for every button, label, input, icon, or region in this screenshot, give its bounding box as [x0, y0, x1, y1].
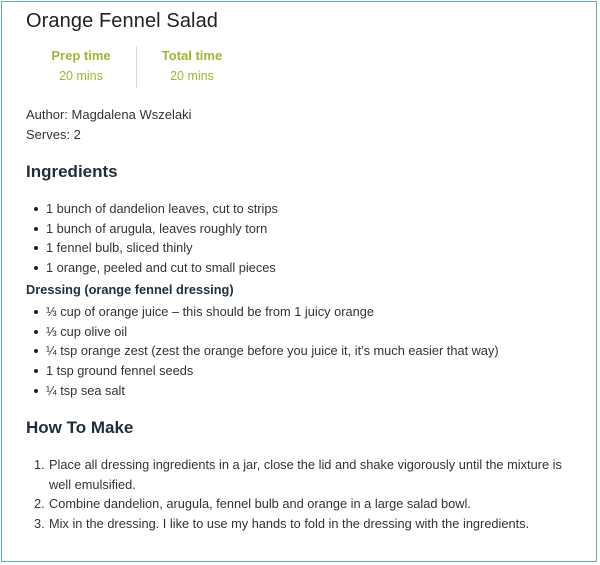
method-step: [26, 514, 566, 534]
ingredient-item: [27, 238, 278, 258]
recipe-title: Orange Fennel Salad: [26, 10, 219, 32]
step-text: Place all dressing ingredients in a jar, close the lid and shake vigorously until the mixture is well emulsified.: [49, 457, 562, 492]
bullet-icon: [34, 389, 38, 393]
ingredient-text: 1 fennel bulb, sliced thinly: [46, 240, 193, 256]
dressing-item: [27, 322, 499, 342]
bullet-icon: [34, 349, 38, 353]
ingredient-item: [27, 199, 278, 219]
ingredient-item: [27, 219, 278, 239]
bullet-icon: [34, 369, 38, 373]
dressing-heading: Dressing (orange fennel dressing): [26, 282, 234, 297]
prep-time-block: [26, 46, 136, 90]
dressing-item: [27, 361, 499, 381]
method-step: [26, 494, 566, 514]
recipe-serves: Serves: 2: [26, 127, 81, 142]
dressing-text: ¼ tsp sea salt: [46, 382, 125, 398]
total-time-block: [137, 46, 247, 90]
ingredient-text: 1 orange, peeled and cut to small pieces: [46, 260, 276, 276]
total-time-value: 20 mins: [170, 69, 214, 83]
step-text: Mix in the dressing. I like to use my hands to fold in the dressing with the ingredients.: [49, 516, 530, 532]
dressing-item: [27, 302, 499, 322]
method-heading: How To Make: [26, 418, 134, 437]
step-text: Combine dandelion, arugula, fennel bulb and orange in a large salad bowl.: [49, 496, 471, 512]
ingredients-list: [27, 199, 278, 278]
dressing-item: [27, 381, 499, 401]
prep-time-label: Prep time: [51, 48, 111, 63]
ingredient-item: [27, 258, 278, 278]
recipe-author: Author: Magdalena Wszelaki: [26, 107, 192, 122]
ingredient-text: 1 bunch of arugula, leaves roughly torn: [46, 220, 268, 236]
bullet-icon: [34, 310, 38, 314]
method-steps: [26, 455, 566, 534]
time-summary: [26, 46, 247, 90]
step-number: 3.: [34, 516, 45, 532]
step-number: 1.: [34, 457, 45, 472]
bullet-icon: [34, 227, 38, 231]
method-step: [26, 455, 566, 494]
total-time-label: Total time: [161, 48, 223, 63]
dressing-text: ⅓ cup of orange juice – this should be from 1 juicy orange: [46, 304, 374, 319]
dressing-text: ¼ tsp orange zest (zest the orange before you juice it, it's much easier that way): [46, 343, 499, 359]
prep-time-value: 20 mins: [59, 69, 103, 83]
dressing-list: [27, 302, 499, 401]
bullet-icon: [34, 207, 38, 211]
bullet-icon: [34, 330, 38, 334]
recipe-card: [1, 1, 597, 562]
ingredients-heading: Ingredients: [26, 162, 118, 181]
bullet-icon: [34, 246, 38, 250]
step-number: 2.: [34, 496, 45, 512]
dressing-text: ⅓ cup olive oil: [46, 323, 128, 339]
bullet-icon: [34, 266, 38, 270]
ingredient-text: 1 bunch of dandelion leaves, cut to strips: [46, 201, 278, 216]
dressing-text: 1 tsp ground fennel seeds: [46, 363, 194, 379]
dressing-item: [27, 341, 499, 361]
